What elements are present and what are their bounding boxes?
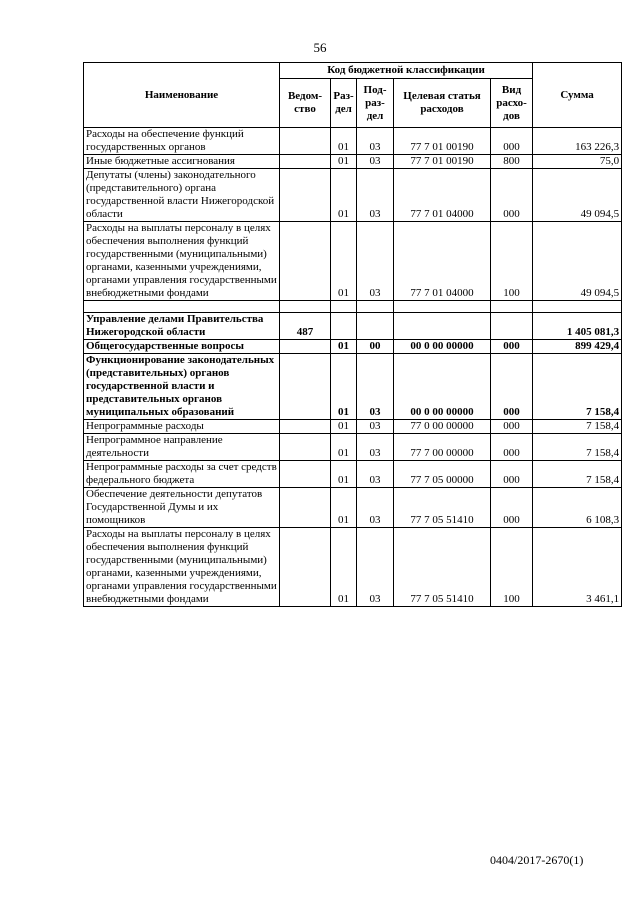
row-section: 01 [331, 420, 357, 434]
row-name: Иные бюджетные ассигнования [84, 155, 280, 169]
row-dept [280, 461, 331, 488]
row-name: Функционирование законодательных (представительных) органов государственной власти и представительных органов муниципальных образований [84, 354, 280, 420]
row-section: 01 [331, 461, 357, 488]
table-row [84, 155, 622, 169]
row-dept [280, 420, 331, 434]
row-target [394, 313, 491, 340]
header-type: Вид расхо-дов [491, 79, 533, 128]
page-number: 56 [313, 40, 327, 55]
row-name: Непрограммные расходы за счет средств федерального бюджета [84, 461, 280, 488]
row-dept [280, 434, 331, 461]
row-target: 77 7 01 00190 [394, 155, 491, 169]
budget-table [83, 62, 622, 607]
spacer-row [84, 301, 622, 313]
table-row [84, 420, 622, 434]
row-section: 01 [331, 340, 357, 354]
row-type [491, 313, 533, 340]
row-subsection: 03 [357, 169, 394, 222]
row-target: 77 7 00 00000 [394, 434, 491, 461]
row-sum: 1 405 081,3 [533, 313, 622, 340]
row-name: Расходы на выплаты персоналу в целях обеспечения выполнения функций государственными (муниципальными) органами, казенными учреждениями, органами управления государственными внебюджетными фондами [84, 222, 280, 301]
header-row-1 [84, 63, 622, 79]
row-name: Депутаты (члены) законодательного (представительного) органа государственной власти Нижегородской области [84, 169, 280, 222]
row-dept [280, 488, 331, 528]
row-sum: 49 094,5 [533, 169, 622, 222]
row-dept [280, 528, 331, 607]
header-sum: Сумма [533, 63, 622, 128]
table-row [84, 313, 622, 340]
table-row [84, 128, 622, 155]
row-target: 77 7 01 04000 [394, 222, 491, 301]
row-name: Расходы на выплаты персоналу в целях обеспечения выполнения функций государственными (муниципальными) органами, казенными учреждениями, органами управления государственными внебюджетными фондами [84, 528, 280, 607]
row-subsection: 03 [357, 222, 394, 301]
document-code: 0404/2017-2670(1) [490, 853, 584, 867]
row-sum: 7 158,4 [533, 354, 622, 420]
row-section: 01 [331, 528, 357, 607]
row-type: 000 [491, 354, 533, 420]
table-row [84, 434, 622, 461]
row-section: 01 [331, 354, 357, 420]
row-type: 000 [491, 420, 533, 434]
row-target: 00 0 00 00000 [394, 354, 491, 420]
row-target: 77 7 01 04000 [394, 169, 491, 222]
row-subsection: 03 [357, 354, 394, 420]
row-type: 000 [491, 488, 533, 528]
row-section: 01 [331, 155, 357, 169]
row-sum: 899 429,4 [533, 340, 622, 354]
row-target: 00 0 00 00000 [394, 340, 491, 354]
spacer-cell [533, 301, 622, 313]
row-sum: 75,0 [533, 155, 622, 169]
row-type: 000 [491, 169, 533, 222]
row-type: 100 [491, 528, 533, 607]
table-row [84, 488, 622, 528]
row-section: 01 [331, 434, 357, 461]
row-section: 01 [331, 222, 357, 301]
row-dept [280, 340, 331, 354]
row-subsection: 03 [357, 488, 394, 528]
table-row [84, 222, 622, 301]
row-sum: 163 226,3 [533, 128, 622, 155]
spacer-cell [491, 301, 533, 313]
row-name: Управление делами Правительства Нижегородской области [84, 313, 280, 340]
spacer-cell [331, 301, 357, 313]
row-name: Непрограммное направление деятельности [84, 434, 280, 461]
row-section: 01 [331, 488, 357, 528]
row-type: 000 [491, 461, 533, 488]
header-target: Целевая статья расходов [394, 79, 491, 128]
row-sum: 3 461,1 [533, 528, 622, 607]
row-dept [280, 169, 331, 222]
row-subsection: 00 [357, 340, 394, 354]
row-target: 77 7 05 51410 [394, 488, 491, 528]
header-subsection: Под-раз-дел [357, 79, 394, 128]
row-section: 01 [331, 169, 357, 222]
row-dept [280, 222, 331, 301]
table-row [84, 528, 622, 607]
row-target: 77 0 00 00000 [394, 420, 491, 434]
row-type: 100 [491, 222, 533, 301]
row-sum: 49 094,5 [533, 222, 622, 301]
row-name: Непрограммные расходы [84, 420, 280, 434]
row-sum: 6 108,3 [533, 488, 622, 528]
row-type: 000 [491, 340, 533, 354]
row-dept: 487 [280, 313, 331, 340]
row-sum: 7 158,4 [533, 434, 622, 461]
row-subsection: 03 [357, 420, 394, 434]
row-subsection: 03 [357, 155, 394, 169]
row-target: 77 7 05 51410 [394, 528, 491, 607]
table-row [84, 461, 622, 488]
header-code-group: Код бюджетной классификации [280, 63, 533, 79]
row-name: Расходы на обеспечение функций государственных органов [84, 128, 280, 155]
spacer-cell [84, 301, 280, 313]
spacer-cell [280, 301, 331, 313]
row-target: 77 7 01 00190 [394, 128, 491, 155]
row-subsection: 03 [357, 128, 394, 155]
header-section: Раз-дел [331, 79, 357, 128]
table-row [84, 169, 622, 222]
row-sum: 7 158,4 [533, 461, 622, 488]
row-type: 000 [491, 128, 533, 155]
table-row [84, 340, 622, 354]
row-subsection: 03 [357, 434, 394, 461]
row-section: 01 [331, 128, 357, 155]
row-target: 77 7 05 00000 [394, 461, 491, 488]
row-dept [280, 128, 331, 155]
row-subsection: 03 [357, 461, 394, 488]
spacer-cell [394, 301, 491, 313]
row-section [331, 313, 357, 340]
row-type: 000 [491, 434, 533, 461]
row-name: Общегосударственные вопросы [84, 340, 280, 354]
row-dept [280, 155, 331, 169]
header-name: Наименование [84, 63, 280, 128]
row-subsection: 03 [357, 528, 394, 607]
row-dept [280, 354, 331, 420]
spacer-cell [357, 301, 394, 313]
row-subsection [357, 313, 394, 340]
row-name: Обеспечение деятельности депутатов Государственной Думы и их помощников [84, 488, 280, 528]
row-type: 800 [491, 155, 533, 169]
table-row [84, 354, 622, 420]
row-sum: 7 158,4 [533, 420, 622, 434]
header-dept: Ведом-ство [280, 79, 331, 128]
